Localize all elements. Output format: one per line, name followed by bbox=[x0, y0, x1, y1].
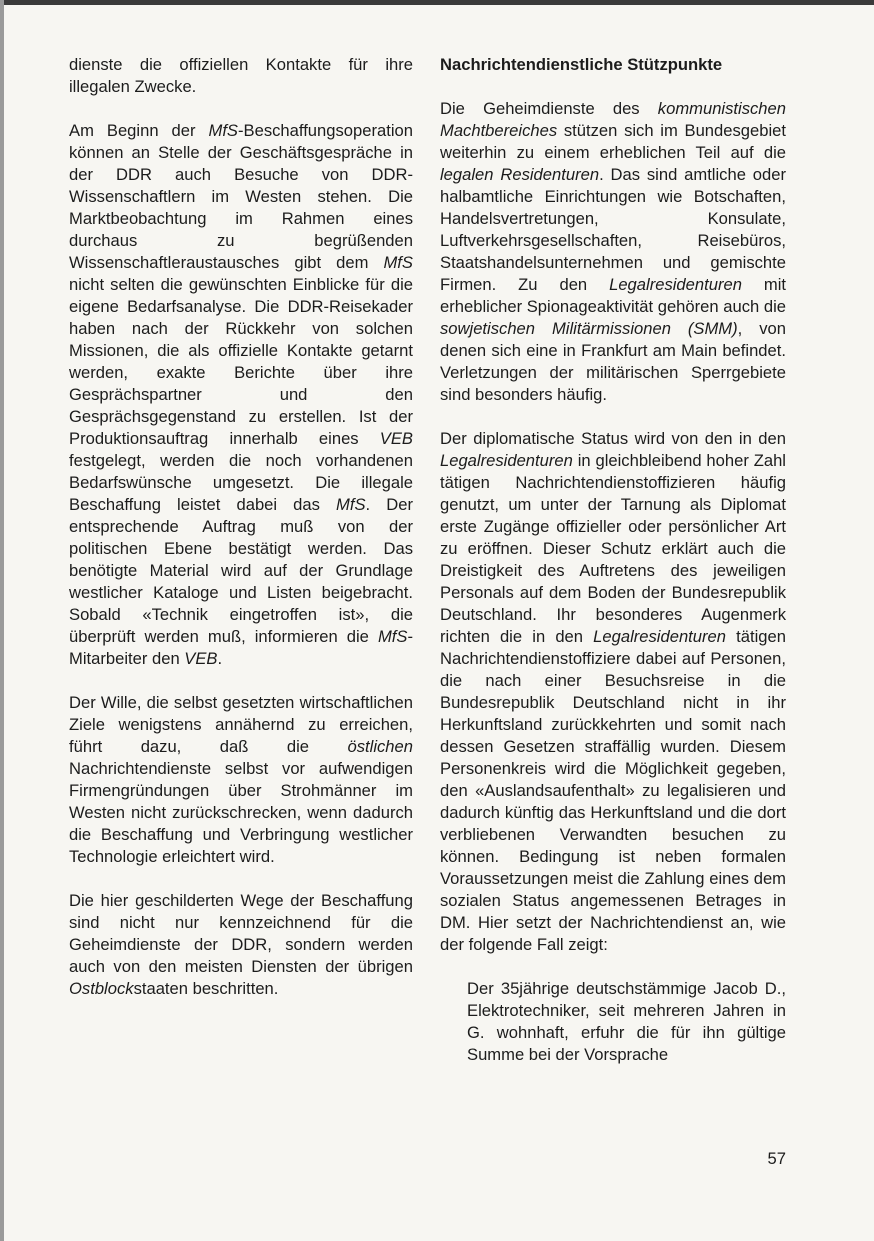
italic-term: MfS bbox=[383, 253, 413, 272]
text-run: Der 35jährige deutschstämmige Jacob D., Elektrotechniker, seit mehreren Jahren in G. wohnhaft, erfuhr die für ihn gültige Summe bei der Vorsprache bbox=[467, 979, 786, 1064]
text-run: . Der entsprechende Auftrag muß von der politischen Ebene bestätigt werden. Das benötigte Material wird auf der Grundlage westlicher Kataloge und Listen beigebracht. Sobald «Technik eingetroffen ist», die überprüft werden muß, informieren die bbox=[69, 495, 413, 646]
italic-term: östlichen bbox=[347, 737, 413, 756]
paragraph bbox=[69, 54, 413, 98]
text-run: festgelegt, werden die noch vorhandenen Bedarfswünsche umgesetzt. Die illegale Beschaffung leistet dabei das bbox=[69, 451, 413, 514]
scan-edge-top bbox=[0, 0, 874, 5]
left-column bbox=[69, 54, 413, 1022]
text-run: Am Beginn der bbox=[69, 121, 209, 140]
text-run: . Das sind amtliche oder halbamtliche Einrichtungen wie Botschaften, Handelsvertretungen, Konsulate, Luftverkehrsgesellschaften, Reisebüros, Staatshandelsunternehmen und gemischte Firmen. Zu den bbox=[440, 165, 786, 294]
italic-term: legalen Residenturen bbox=[440, 165, 600, 184]
italic-term: Legalresidenturen bbox=[593, 627, 727, 646]
italic-term: MfS bbox=[208, 121, 239, 140]
paragraph bbox=[69, 890, 413, 1000]
italic-term: sowjetischen Militärmissionen (SMM) bbox=[440, 319, 738, 338]
text-run: -Mitarbeiter den bbox=[69, 627, 413, 668]
italic-term: MfS bbox=[336, 495, 366, 514]
text-run: nicht selten die gewünschten Einblicke für die eigene Bedarfsanalyse. Die DDR-Reisekader haben nach der Rückkehr von solchen Missionen, die als offizielle Kontakte getarnt werden, exakte Berichte über ihre Gesprächspartner und den Gesprächsgegenstand zu erstellen. Ist der Produktionsauftrag innerhalb eines bbox=[69, 275, 413, 448]
paragraph bbox=[69, 692, 413, 868]
paragraph bbox=[69, 120, 413, 670]
text-run: Die hier geschilderten Wege der Beschaffung sind nicht nur kennzeichnend für die Geheimdienste der DDR, sondern werden auch von den meisten Diensten der übrigen bbox=[69, 891, 413, 976]
text-run: mit erheblicher Spionageaktivität gehören auch die bbox=[440, 275, 787, 316]
left-column-body bbox=[69, 54, 413, 1000]
text-run: staaten beschritten. bbox=[133, 979, 279, 998]
page-number: 57 bbox=[767, 1149, 786, 1168]
text-run: , von denen sich eine in Frankfurt am Main befindet. Verletzungen der militärischen Sperrgebiete sind besonders häufig. bbox=[440, 319, 786, 404]
text-run: Der diplomatische Status wird von den in den bbox=[440, 429, 786, 448]
italic-term: MfS bbox=[377, 627, 408, 646]
scan-edge-left bbox=[0, 0, 4, 1241]
italic-term: kommunistischen Machtbereiches bbox=[440, 99, 786, 140]
italic-term: Legalresidenturen bbox=[440, 451, 573, 470]
italic-term: VEB bbox=[184, 649, 218, 668]
right-column-body bbox=[440, 98, 786, 956]
quote-paragraph bbox=[467, 978, 786, 1066]
text-run: tätigen Nachrichtendienstoffiziere dabei auf Personen, die nach einer Besuchsreise in die Bundesrepublik Deutschland nicht in ihr Herkunftsland zurückkehrten und somit nach dessen Gesetzen straffällig wurden. Diesem Personenkreis wird die Möglichkeit gegeben, den «Auslandsaufenthalt» zu legalisieren und dadurch künftig das Herkunftsland und die dort verbliebenen Verwandten besuchen zu können. Bedingung ist neben formalen Voraussetzungen meist die Zahlung eines dem sozialen Status angemessenen Betrages in DM. Hier setzt der Nachrichtendienst an, wie der folgende Fall zeigt: bbox=[440, 627, 786, 954]
text-run: Die Geheimdienste des bbox=[440, 99, 658, 118]
text-run: Der Wille, die selbst gesetzten wirtschaftlichen Ziele wenigstens annähernd zu erreichen, führt dazu, daß die bbox=[69, 693, 413, 756]
right-column bbox=[440, 54, 786, 1088]
text-run: dienste die offiziellen Kontakte für ihre illegalen Zwecke. bbox=[69, 55, 413, 96]
paragraph bbox=[440, 428, 786, 956]
case-quote bbox=[440, 978, 786, 1066]
text-run: in gleichbleibend hoher Zahl tätigen Nachrichtendienstoffizieren häufig genutzt, um unter der Tarnung als Diplomat erste Zugänge offizieller oder persönlicher Art zu eröffnen. Dieser Schutz erklärt auch die Dreistigkeit des Auftretens des jeweiligen Personals auf dem Boden der Bundesrepublik Deutschland. Ihr besonderes Augenmerk richten die in den bbox=[440, 451, 786, 646]
italic-term: VEB bbox=[379, 429, 413, 448]
text-run: . bbox=[217, 649, 223, 668]
text-run: -Beschaffungsoperation können an Stelle der Geschäftsgespräche in der DDR auch Besuche von DDR-Wissenschaftlern im Westen stehen. Die Marktbeobachtung im Rahmen eines durchaus zu begrüßenden Wissenschaftleraustausches gibt dem bbox=[69, 121, 413, 272]
italic-term: Legalresidenturen bbox=[609, 275, 742, 294]
section-heading: Nachrichtendienstliche Stützpunkte bbox=[440, 55, 723, 74]
text-run: Nachrichtendienste selbst vor aufwendigen Firmengründungen über Strohmänner im Westen nicht zurückschrecken, wenn dadurch die Beschaffung und Verbringung westlicher Technologie erleichtert wird. bbox=[69, 759, 413, 866]
paragraph bbox=[440, 98, 786, 406]
text-run: stützen sich im Bundesgebiet weiterhin zu einem erheblichen Teil auf die bbox=[440, 121, 786, 162]
italic-term: Ostblock bbox=[69, 979, 134, 998]
